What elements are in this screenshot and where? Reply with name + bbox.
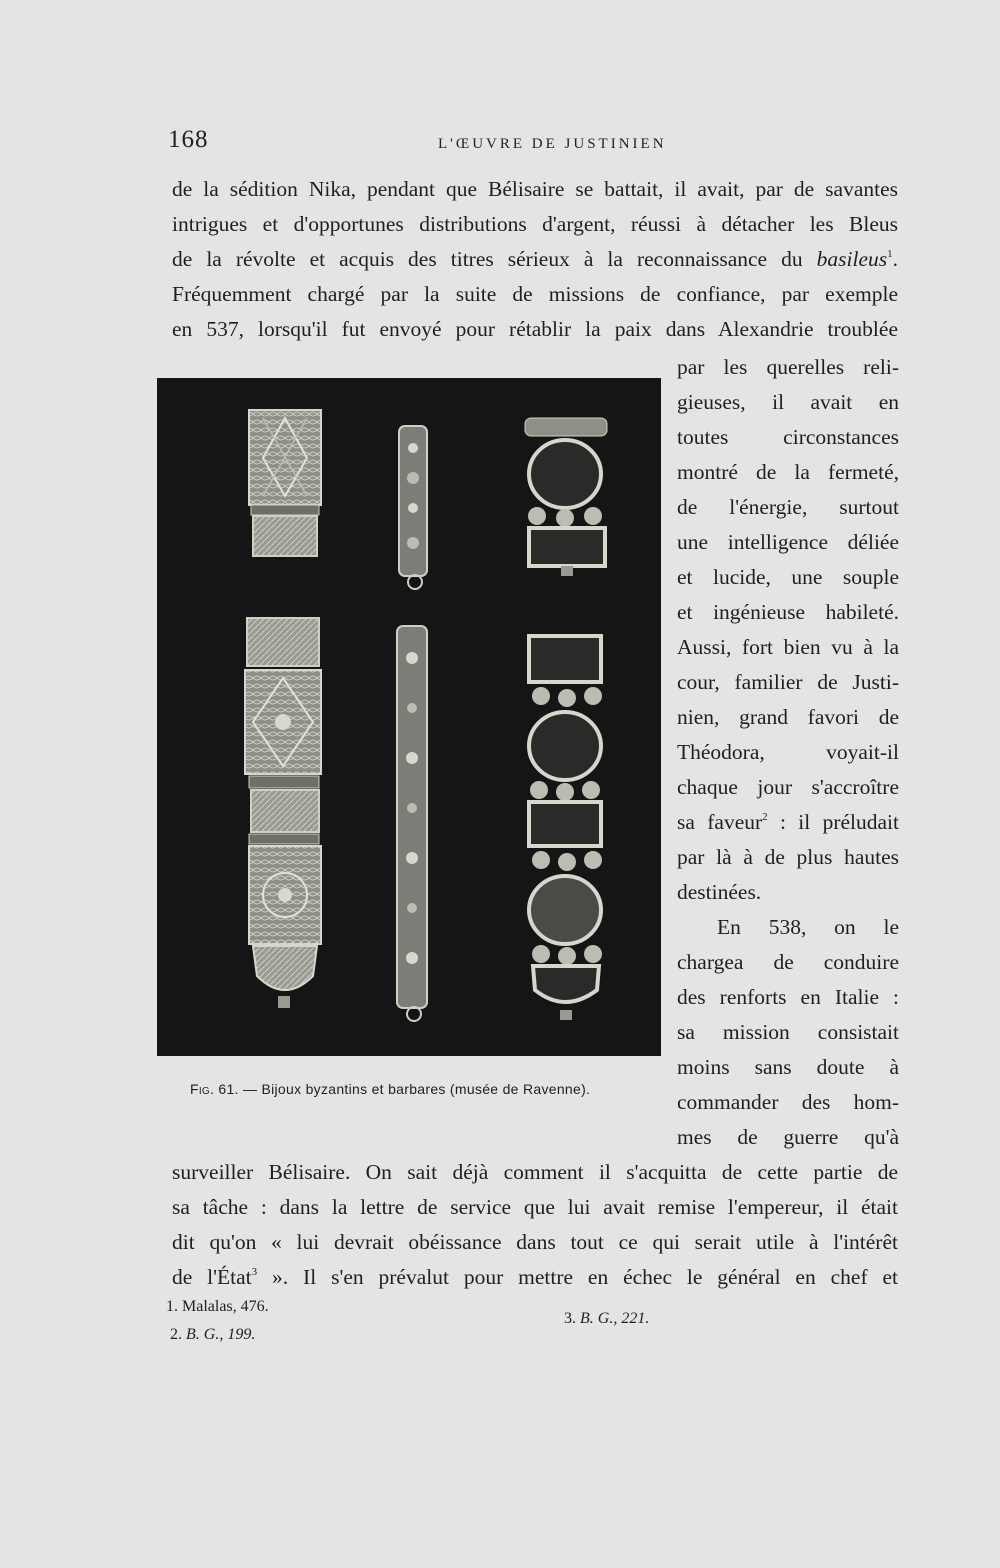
middle-strip-lower: [397, 626, 427, 1021]
footnote-ref: 1: [887, 248, 893, 260]
body-line: surveiller Bélisaire. On sait déjà comment il s'acquitta de cette partie de: [172, 1160, 898, 1184]
column-line: En 538, on le: [717, 915, 899, 939]
body-line: de la sédition Nika, pendant que Bélisaire se battait, il avait, par de savantes: [172, 177, 898, 201]
body-line-text: de l'État: [172, 1265, 252, 1289]
column-line: moins sans doute à: [677, 1055, 899, 1079]
column-line: et ingénieuse habileté.: [677, 600, 899, 624]
column-line: de l'énergie, surtout: [677, 495, 899, 519]
column-line: mes de guerre qu'à: [677, 1125, 899, 1149]
page-number: 168: [168, 126, 209, 153]
column-line: une intelligence déliée: [677, 530, 899, 554]
column-line: nien, grand favori de: [677, 705, 899, 729]
column-line: commander des hom-: [677, 1090, 899, 1114]
figure-caption-text: — Bijoux byzantins et barbares (musée de Ravenne).: [242, 1081, 591, 1097]
column-line: [677, 805, 899, 839]
column-line: par là à de plus hautes: [677, 845, 899, 869]
footnote-text: B. G., 199.: [186, 1326, 256, 1343]
figure-label: Fig. 61.: [190, 1081, 239, 1097]
column-line: et lucide, une souple: [677, 565, 899, 589]
running-title: L'ŒUVRE DE JUSTINIEN: [438, 136, 667, 152]
body-line: intrigues et d'opportunes distributions d'argent, réussi à détacher les Bleus: [172, 212, 898, 236]
jewelry-illustration: [157, 378, 661, 1056]
column-line: Théodora, voyait-il: [677, 740, 899, 764]
body-line: de la révolte et acquis des titres sérieux à la reconnaissance du basileus$^1$.: [172, 247, 899, 271]
body-line-tail: ». Il s'en prévalut pour mettre en échec le général en chef et: [272, 1265, 899, 1289]
figure-caption: [190, 1081, 640, 1097]
right-strap-upper: [525, 418, 607, 576]
body-line: en 537, lorsqu'il fut envoyé pour rétablir la paix dans Alexandrie troublée: [172, 317, 898, 341]
body-line-text: de la révolte et acquis des titres sérieux à la reconnaissance du: [172, 247, 803, 271]
italic-term: basileus: [816, 247, 888, 271]
figure-jewelry-photo: [157, 378, 661, 1056]
column-line: destinées.: [677, 880, 762, 904]
column-line: toutes circonstances: [677, 425, 899, 449]
column-line: sa mission consistait: [677, 1020, 899, 1044]
footnote-text: Malalas, 476.: [182, 1298, 269, 1315]
footnote-text: B. G., 221.: [580, 1310, 650, 1327]
column-line: chaque jour s'accroître: [677, 775, 899, 799]
footnote-number: 3.: [564, 1310, 576, 1327]
column-line: des renforts en Italie :: [677, 985, 899, 1009]
footnote-number: 2.: [170, 1326, 182, 1343]
footnote-3: [564, 1310, 649, 1328]
body-line: [172, 1260, 898, 1294]
footnote-1: [166, 1298, 269, 1316]
column-line-text: sa faveur: [677, 810, 763, 834]
page-header: [168, 126, 898, 162]
column-line: gieuses, il avait en: [677, 390, 899, 414]
left-strap-lower: [245, 618, 321, 1008]
column-line: Aussi, fort bien vu à la: [677, 635, 899, 659]
footnote-number: 1.: [166, 1298, 178, 1315]
column-line: montré de la fermeté,: [677, 460, 899, 484]
left-strap-upper: [249, 410, 321, 556]
middle-strip-upper: [399, 426, 427, 589]
right-strap-lower: [529, 636, 602, 1020]
body-line: dit qu'on « lui devrait obéissance dans tout ce qui serait utile à l'intérêt: [172, 1230, 898, 1254]
column-line-tail: : il préludait: [767, 810, 899, 834]
footnote-ref: 3: [251, 1266, 258, 1278]
column-line: par les querelles reli-: [677, 355, 899, 379]
body-line: Fréquemment chargé par la suite de missions de confiance, par exemple: [172, 282, 898, 306]
footnote-2: [170, 1326, 255, 1344]
body-line: sa tâche : dans la lettre de service que lui avait remise l'empereur, il était: [172, 1195, 898, 1219]
footnote-ref: 2: [762, 811, 768, 823]
column-line: chargea de conduire: [677, 950, 899, 974]
column-line: cour, familier de Justi-: [677, 670, 899, 694]
